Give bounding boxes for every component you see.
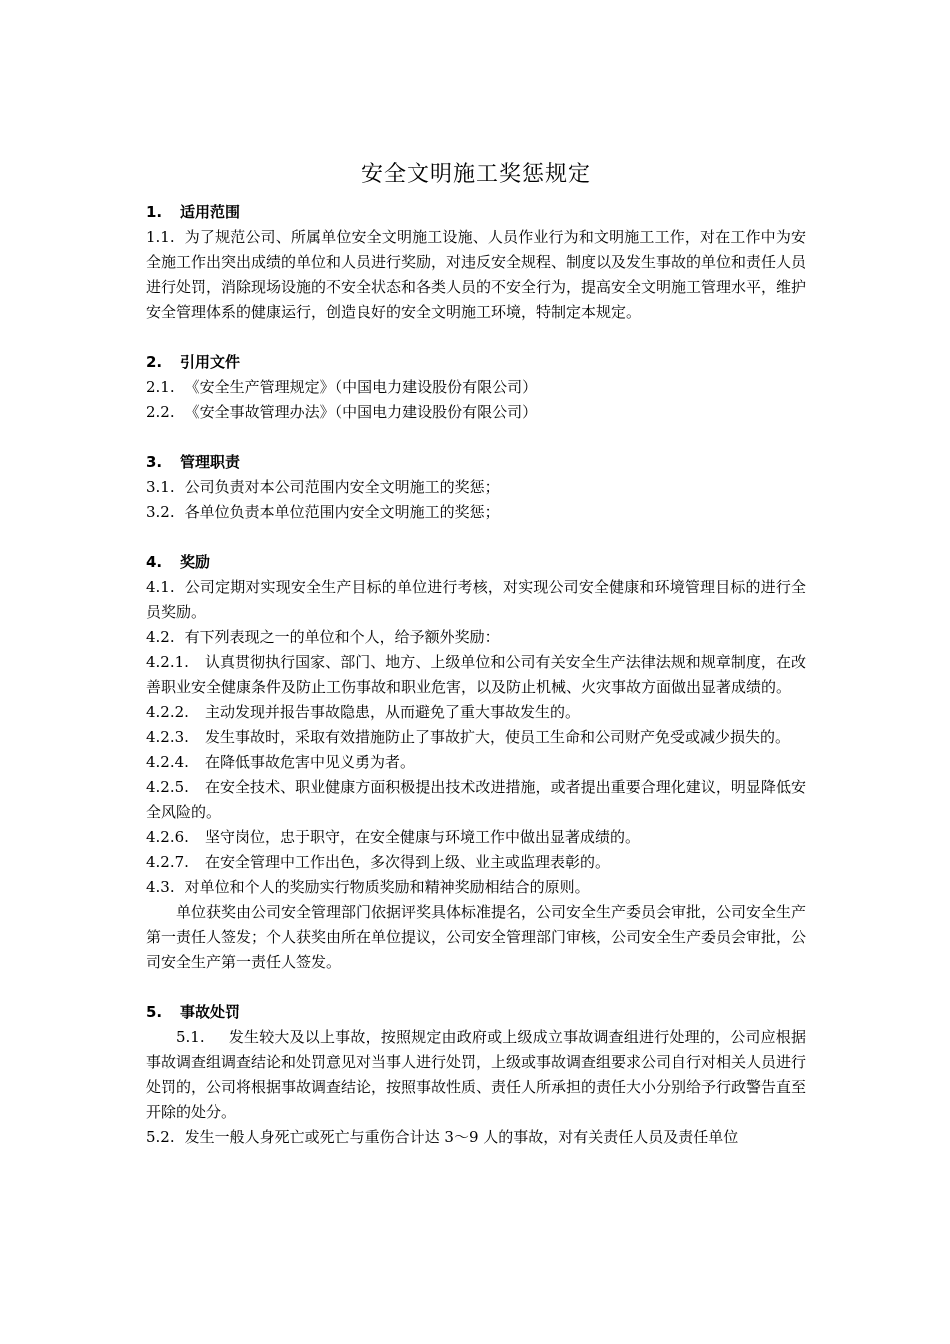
document-body [146, 200, 806, 1150]
section-heading-1: 1. 适用范围 [146, 203, 241, 221]
document-title: 安全文明施工奖惩规定 [360, 162, 591, 187]
clause-1-1: 1.1. 为了规范公司、所属单位安全文明施工设施、人员作业行为和文明施工工作，对在工作中为安全施工作出突出成绩的单位和人员进行奖励，对违反安全规程、制度以及发生事故的单位和责任人员进行处罚，消除现场设施的不安全状态和各类人员的不安全行为，提高安全文明施工管理水平，维护安全管理体系的健康运行，创造良好的安全文明施工环境，特制定本规定。 [146, 228, 807, 321]
clause-4-3: 4.3. 对单位和个人的奖励实行物质奖励和精神奖励相结合的原则。 [146, 878, 590, 896]
clause-4-2-2: 4.2.2. 主动发现并报告事故隐患，从而避免了重大事故发生的。 [146, 703, 580, 721]
clause-3-2: 3.2. 各单位负责本单位范围内安全文明施工的奖惩； [146, 503, 500, 521]
clause-4-3-detail: 单位获奖由公司安全管理部门依据评奖具体标准提名，公司安全生产委员会审批，公司安全生产第一责任人签发；个人获奖由所在单位提议，公司安全管理部门审核，公司安全生产委员会审批，公司安全生产第一责任人签发。 [146, 903, 807, 971]
clause-4-2-7: 4.2.7. 在安全管理中工作出色，多次得到上级、业主或监理表彰的。 [146, 853, 610, 871]
section-heading-4: 4. 奖励 [146, 553, 211, 571]
clause-4-2-3: 4.2.3. 发生事故时，采取有效措施防止了事故扩大，使员工生命和公司财产免受或减少损失的。 [146, 728, 790, 746]
clause-2-1: 2.1. 《安全生产管理规定》（中国电力建设股份有限公司） [146, 378, 538, 396]
clause-4-2-6: 4.2.6. 坚守岗位，忠于职守，在安全健康与环境工作中做出显著成绩的。 [146, 828, 640, 846]
clause-4-2-5: 4.2.5. 在安全技术、职业健康方面积极提出技术改进措施，或者提出重要合理化建议，明显降低安全风险的。 [146, 778, 806, 821]
clause-4-1: 4.1. 公司定期对实现安全生产目标的单位进行考核，对实现公司安全健康和环境管理目标的进行全员奖励。 [146, 578, 806, 621]
clause-2-2: 2.2. 《安全事故管理办法》（中国电力建设股份有限公司） [146, 403, 538, 421]
clause-4-2-4: 4.2.4. 在降低事故危害中见义勇为者。 [146, 753, 415, 771]
clause-3-1: 3.1. 公司负责对本公司范围内安全文明施工的奖惩； [146, 478, 500, 496]
clause-5-2: 5.2. 发生一般人身死亡或死亡与重伤合计达 3～9 人的事故，对有关责任人员及责任单位 [146, 1128, 739, 1146]
section-heading-5: 5. 事故处罚 [146, 1003, 241, 1021]
clause-5-1: 5.1. 发生较大及以上事故，按照规定由政府或上级成立事故调查组进行处理的，公司应根据事故调查组调查结论和处罚意见对当事人进行处罚，上级或事故调查组要求公司自行对相关人员进行处罚的，公司将根据事故调查结论，按照事故性质、责任人所承担的责任大小分别给予行政警告直至开除的处分。 [146, 1028, 807, 1121]
section-heading-2: 2. 引用文件 [146, 353, 241, 371]
section-heading-3: 3. 管理职责 [146, 453, 241, 471]
clause-4-2: 4.2. 有下列表现之一的单位和个人，给予额外奖励： [146, 628, 500, 646]
clause-4-2-1: 4.2.1. 认真贯彻执行国家、部门、地方、上级单位和公司有关安全生产法律法规和规章制度，在改善职业安全健康条件及防止工伤事故和职业危害，以及防止机械、火灾事故方面做出显著成绩的。 [146, 653, 806, 696]
